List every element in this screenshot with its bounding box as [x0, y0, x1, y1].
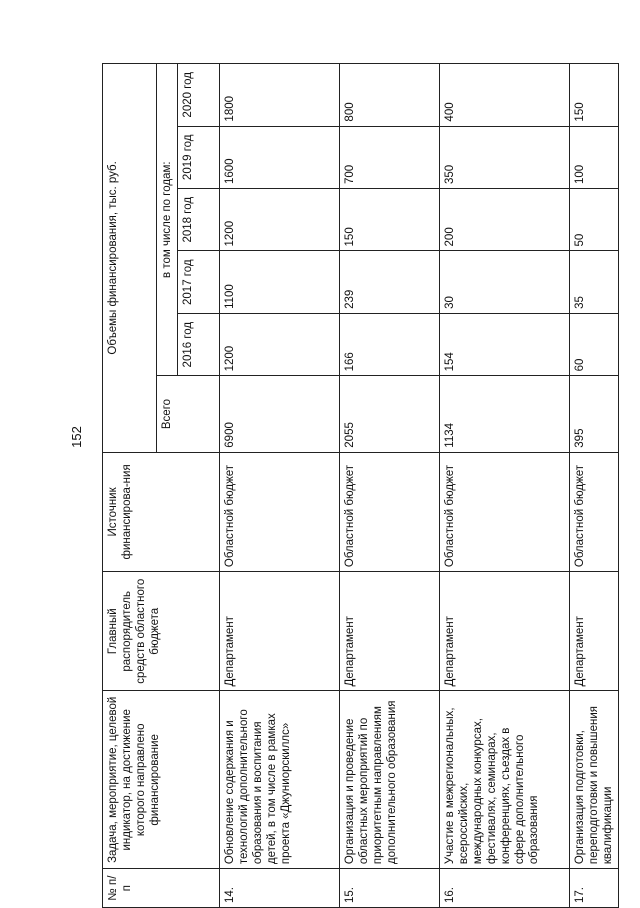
row-2019: 100	[570, 126, 619, 188]
row-2016: 166	[340, 313, 440, 375]
header-manager: Главный распорядитель средств областного бюджета	[103, 572, 220, 691]
row-total: 2055	[340, 376, 440, 452]
row-2019: 1600	[220, 126, 340, 188]
row-source: Областной бюджет	[220, 452, 340, 571]
table-row	[340, 64, 440, 908]
header-year-2019: 2019 год	[178, 126, 220, 188]
page-number: 152	[69, 426, 84, 448]
row-2017: 30	[440, 251, 570, 313]
row-2016: 60	[570, 313, 619, 375]
header-volumes: Объемы финансирования, тыс. руб.	[103, 64, 157, 453]
row-2017: 35	[570, 251, 619, 313]
row-source: Областной бюджет	[440, 452, 570, 571]
row-number: 16.	[440, 869, 570, 908]
header-total: Всего	[157, 376, 220, 452]
header-source: Источник финансирова-ния	[103, 452, 220, 571]
header-year-2020: 2020 год	[178, 64, 220, 127]
row-total: 1134	[440, 376, 570, 452]
table-header	[103, 64, 220, 908]
header-year-2018: 2018 год	[178, 189, 220, 251]
row-2019: 350	[440, 126, 570, 188]
row-task: Организация подготовки, переподготовки и повышения квалификации	[570, 691, 619, 869]
row-2017: 1100	[220, 251, 340, 313]
row-2017: 239	[340, 251, 440, 313]
header-number: № п/п	[103, 869, 220, 908]
row-2016: 154	[440, 313, 570, 375]
header-by-years: в том числе по годам:	[157, 64, 178, 376]
row-total: 6900	[220, 376, 340, 452]
row-manager: Департамент	[220, 572, 340, 691]
row-2016: 1200	[220, 313, 340, 375]
row-2020: 150	[570, 64, 619, 127]
row-manager: Департамент	[570, 572, 619, 691]
row-source: Областной бюджет	[570, 452, 619, 571]
table-row	[570, 64, 619, 908]
row-source: Областной бюджет	[340, 452, 440, 571]
header-year-2016: 2016 год	[178, 313, 220, 375]
table-row	[220, 64, 340, 908]
row-task: Обновление содержания и технологий дополнительного образования и воспитания детей, в том числе в рамках проекта «Джуниорскиллс»	[220, 691, 340, 869]
header-year-2017: 2017 год	[178, 251, 220, 313]
row-2018: 150	[340, 189, 440, 251]
row-task: Организация и проведение областных мероприятий по приоритетным направлениям дополнительного образования	[340, 691, 440, 869]
row-manager: Департамент	[440, 572, 570, 691]
row-number: 14.	[220, 869, 340, 908]
table-row	[440, 64, 570, 908]
rotated-table-container	[102, 63, 615, 908]
row-2020: 400	[440, 64, 570, 127]
row-2018: 50	[570, 189, 619, 251]
row-manager: Департамент	[340, 572, 440, 691]
row-task: Участие в межрегиональных, всероссийских, международных конкурсах, фестивалях, семинарах, конференциях, съездах в сфере дополнительного образования	[440, 691, 570, 869]
row-2020: 1800	[220, 64, 340, 127]
row-number: 15.	[340, 869, 440, 908]
header-task: Задача, мероприятие, целевой индикатор, на достижение которого направлено финансирование	[103, 691, 220, 869]
row-number: 17.	[570, 869, 619, 908]
row-2020: 800	[340, 64, 440, 127]
row-2018: 200	[440, 189, 570, 251]
row-2018: 1200	[220, 189, 340, 251]
financing-table	[102, 63, 619, 908]
row-total: 395	[570, 376, 619, 452]
row-2019: 700	[340, 126, 440, 188]
